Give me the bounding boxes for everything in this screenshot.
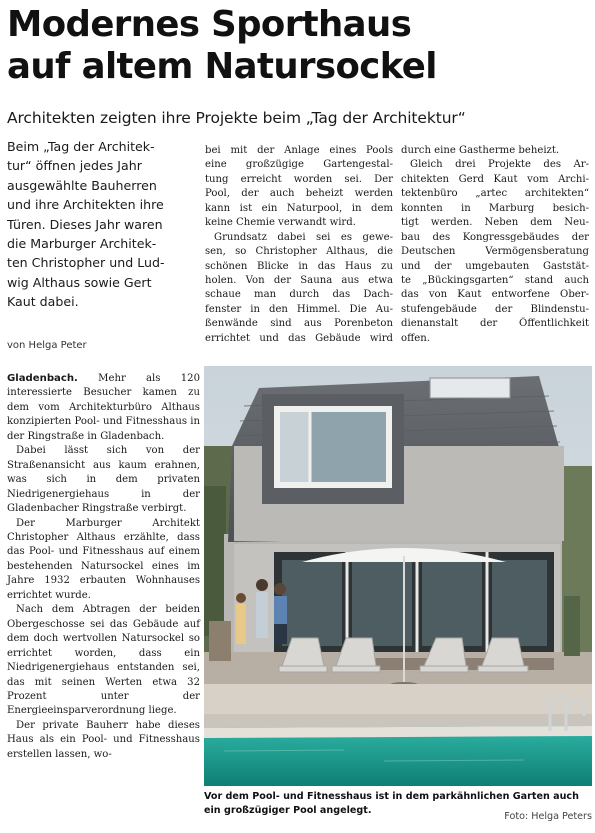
text-line: ßenwände sind aus Porenbeton bbox=[205, 318, 393, 330]
text-line: fenster in den Himmel. Die Au- bbox=[205, 303, 393, 315]
text-line: eine großzügige Gartengestal- bbox=[205, 159, 393, 171]
text-line: tektenbüro „artec architekten“ bbox=[401, 188, 589, 200]
paragraph: Der Marburger Architekt Christopher Althaus erzählte, dass das Pool- und Fitnesshaus auf einem bestehenden Natursockel eines im Jahre 1932 erbauten Wohnhauses errichtet wurde. bbox=[7, 517, 200, 601]
lead-line: ten Christopher und Lud- bbox=[7, 255, 165, 271]
text-line: te „Bückingsgarten“ stand auch bbox=[401, 274, 589, 286]
text-line: Deutschen Vermögensberatung bbox=[401, 246, 589, 258]
text-line: Grundsatz dabei sei es gewe- bbox=[214, 231, 393, 243]
text-line: holen. Von der Sauna aus etwa bbox=[205, 274, 393, 286]
subtitle: Architekten zeigten ihre Projekte beim „Tag der Architektur“ bbox=[7, 109, 466, 127]
text-line: durch eine Gastherme beheizt. bbox=[401, 145, 560, 156]
dateline: Gladenbach. bbox=[7, 373, 78, 384]
paragraph-text: Mehr als 120 interessierte Besucher kamen zu dem vom Architekturbüro Althaus konzipierten Pool- und Fitnesshaus in der Ringstraße in Gladenbach. bbox=[7, 373, 200, 442]
text-line: sen, so Christopher Althaus, die bbox=[205, 246, 393, 258]
text-line: keine Chemie verwandt wird. bbox=[205, 217, 356, 229]
article-column-1 bbox=[7, 372, 200, 762]
text-line: dienanstalt der Öffentlichkeit bbox=[401, 318, 589, 330]
house-photo-illustration bbox=[204, 366, 592, 786]
text-line: und der umgebauten Gaststät- bbox=[401, 260, 589, 272]
paragraph bbox=[7, 372, 200, 444]
text-line: konnten in Marburg besich- bbox=[401, 202, 589, 214]
lead-line: ausgewählte Bauherren bbox=[7, 177, 157, 193]
lead-line: Türen. Dieses Jahr waren bbox=[7, 216, 163, 232]
article-column-2 bbox=[205, 144, 393, 346]
text-line: schönen Blicke in das Haus zu bbox=[205, 260, 393, 272]
paragraph: Der private Bauherr habe dieses Haus als ein Pool- und Fitnesshaus erstellen lassen, wo- bbox=[7, 719, 200, 760]
paragraph: Dabei lässt sich von der Straßenansicht aus kaum erahnen, was sich in dem privaten Niedrigenergiehaus in der Gladenbacher Ringstraße verbirgt. bbox=[7, 445, 200, 515]
lead-line: tur“ öffnen jedes Jahr bbox=[7, 158, 142, 174]
house-photo bbox=[204, 366, 592, 786]
text-line: chitekten Gerd Kaut vom Archi- bbox=[401, 173, 589, 185]
photo-credit: Foto: Helga Peters bbox=[504, 811, 592, 822]
text-line: stufengebäude der Blindenstu- bbox=[401, 303, 589, 315]
lead-line: Kaut dabei. bbox=[7, 294, 79, 310]
headline-line-2: auf altem Natursockel bbox=[7, 46, 437, 87]
photo-caption: Vor dem Pool- und Fitnesshaus ist in dem parkähnlichen Garten auch ein großzügiger Pool angelegt. bbox=[204, 791, 579, 816]
text-line: tigt werden. Neben dem Neu- bbox=[401, 217, 589, 229]
lead-line: Beim „Tag der Architek- bbox=[7, 139, 155, 154]
paragraph: Nach dem Abtragen der beiden Obergeschosse sei das Gebäude auf dem doch wertvollen Natursockel so errichtet worden, dass ein Niedrigenergiehaus entstanden sei, das mit seinen Werten etwa 32 Prozent unter der Energieeinsparverordnung liege. bbox=[7, 604, 200, 717]
lead-paragraph bbox=[7, 137, 199, 312]
text-line: kann ist ein Naturpool, in dem bbox=[205, 202, 393, 214]
text-line: bau des Kongressgebäudes der bbox=[401, 231, 589, 243]
text-line: tung erreicht worden sei. Der bbox=[205, 173, 393, 185]
text-line: das von Kaut entworfene Ober- bbox=[401, 289, 589, 301]
article-column-3 bbox=[401, 144, 589, 346]
lead-line: und ihre Architekten ihre bbox=[7, 197, 164, 213]
text-line: offen. bbox=[401, 332, 430, 344]
lead-line: wig Althaus sowie Gert bbox=[7, 274, 152, 290]
lead-line: die Marburger Architek- bbox=[7, 236, 157, 252]
text-line: Pool, der auch beheizt werden bbox=[205, 188, 393, 200]
headline bbox=[7, 4, 592, 88]
text-line: bei mit der Anlage eines Pools bbox=[205, 145, 393, 156]
text-line: schaue man durch das Dach- bbox=[205, 289, 393, 301]
byline: von Helga Peter bbox=[7, 340, 87, 351]
text-line: Gleich drei Projekte des Ar- bbox=[410, 159, 589, 171]
text-line: errichtet und das Gebäude wird bbox=[205, 332, 393, 344]
headline-line-1: Modernes Sporthaus bbox=[7, 4, 412, 45]
